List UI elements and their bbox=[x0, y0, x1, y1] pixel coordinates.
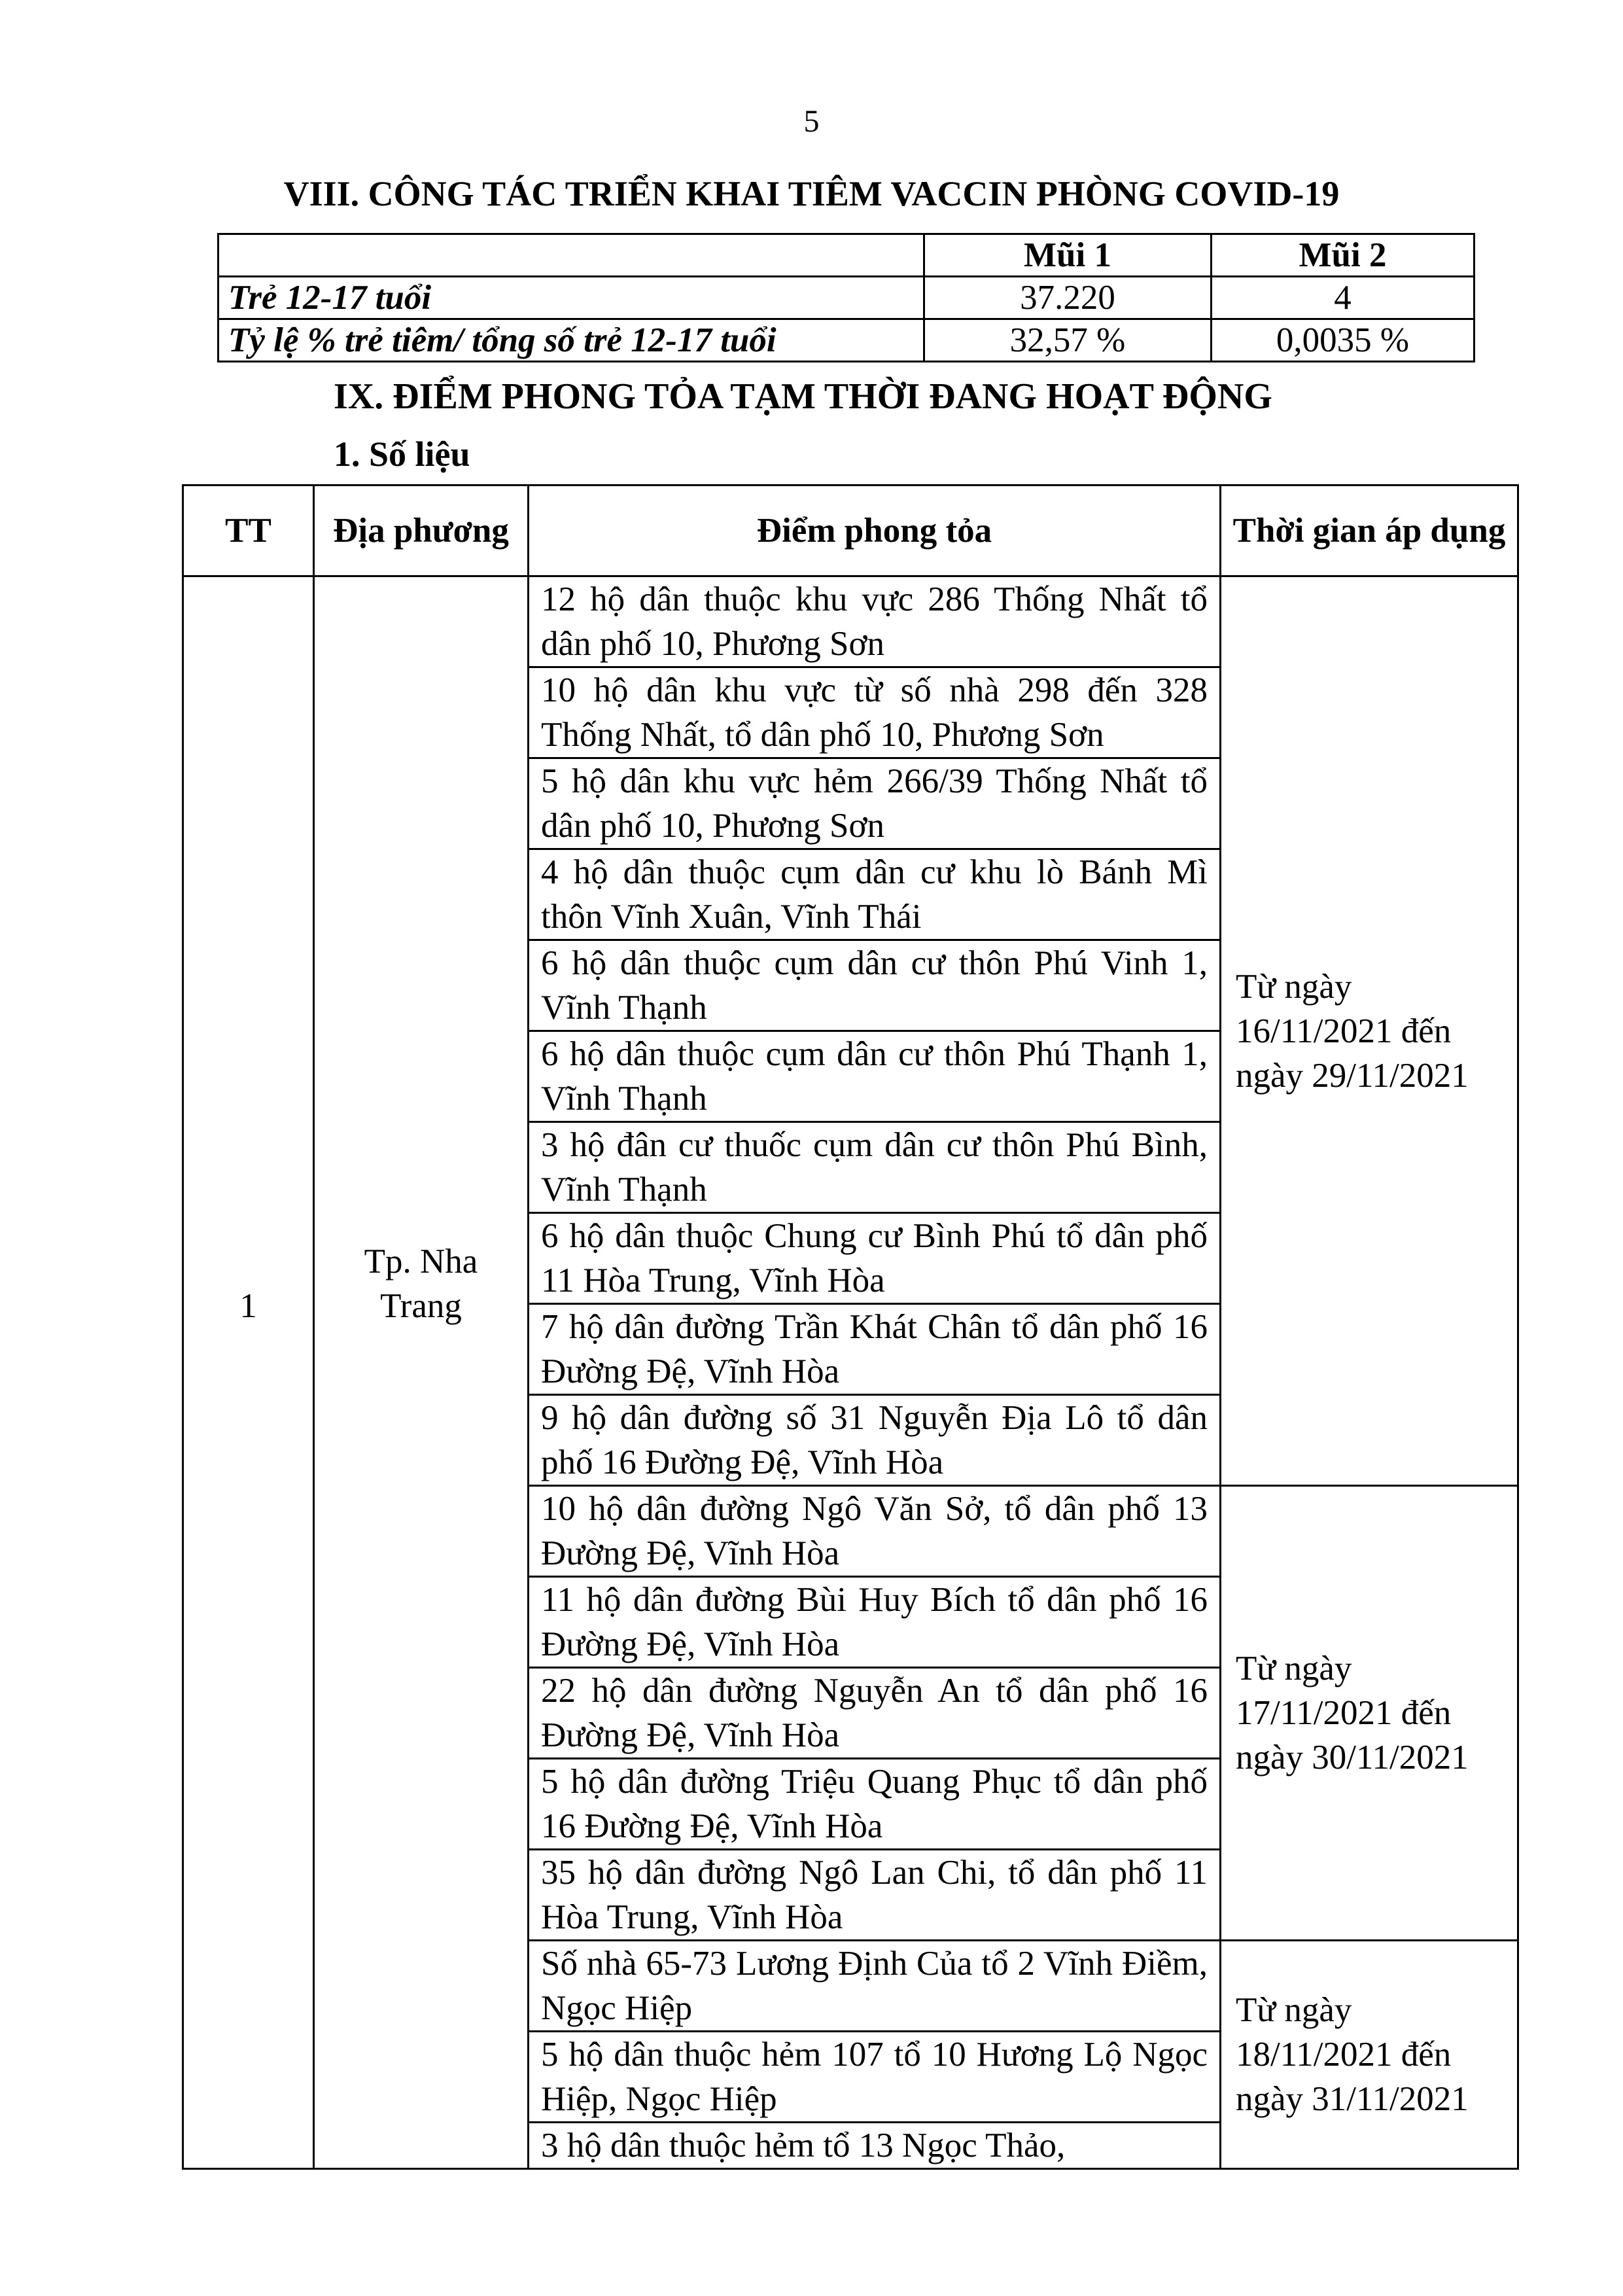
dose1-header: Mũi 1 bbox=[924, 234, 1212, 277]
time-header: Thời gian áp dụng bbox=[1221, 486, 1518, 576]
lockdown-point: 6 hộ dân thuộc Chung cư Bình Phú tổ dân phố 11 Hòa Trung, Vĩnh Hòa bbox=[529, 1213, 1221, 1304]
lockdown-point: 5 hộ dân thuộc hẻm 107 tổ 10 Hương Lộ Ngọc Hiệp, Ngọc Hiệp bbox=[529, 2032, 1221, 2123]
lockdown-point: 11 hộ dân đường Bùi Huy Bích tổ dân phố 16 Đường Đệ, Vĩnh Hòa bbox=[529, 1577, 1221, 1668]
vaccination-table bbox=[217, 233, 1475, 362]
table-header-row bbox=[218, 234, 1475, 277]
lockdown-points-table bbox=[182, 484, 1519, 2170]
empty-header-cell bbox=[218, 234, 924, 277]
locality-header: Địa phương bbox=[314, 486, 529, 576]
dose2-value: 0,0035 % bbox=[1212, 319, 1475, 362]
tt-header: TT bbox=[183, 486, 314, 576]
lockdown-point: Số nhà 65-73 Lương Định Của tổ 2 Vĩnh Điềm, Ngọc Hiệp bbox=[529, 1941, 1221, 2032]
lockdown-point: 10 hộ dân khu vực từ số nhà 298 đến 328 Thống Nhất, tổ dân phố 10, Phương Sơn bbox=[529, 667, 1221, 758]
lockdown-point: 3 hộ dân thuộc hẻm tổ 13 Ngọc Thảo, bbox=[529, 2123, 1221, 2169]
period-cell: Từ ngày 18/11/2021 đến ngày 31/11/2021 bbox=[1221, 1941, 1518, 2169]
point-header: Điểm phong tỏa bbox=[529, 486, 1221, 576]
table-row bbox=[218, 277, 1475, 319]
lockdown-point: 5 hộ dân khu vực hẻm 266/39 Thống Nhất tổ dân phố 10, Phương Sơn bbox=[529, 758, 1221, 849]
table-row bbox=[183, 576, 1518, 667]
lockdown-point: 9 hộ dân đường số 31 Nguyễn Địa Lô tổ dân phố 16 Đường Đệ, Vĩnh Hòa bbox=[529, 1395, 1221, 1486]
page-number: 5 bbox=[803, 104, 820, 139]
period-cell: Từ ngày 17/11/2021 đến ngày 30/11/2021 bbox=[1221, 1486, 1518, 1941]
dose1-value: 32,57 % bbox=[924, 319, 1212, 362]
row-label: Trẻ 12-17 tuổi bbox=[218, 277, 924, 319]
lockdown-point: 10 hộ dân đường Ngô Văn Sở, tổ dân phố 13 Đường Đệ, Vĩnh Hòa bbox=[529, 1486, 1221, 1577]
row-label: Tỷ lệ % trẻ tiêm/ tổng số trẻ 12-17 tuổi bbox=[218, 319, 924, 362]
table-row bbox=[218, 319, 1475, 362]
period-cell: Từ ngày 16/11/2021 đến ngày 29/11/2021 bbox=[1221, 576, 1518, 1486]
dose2-header: Mũi 2 bbox=[1212, 234, 1475, 277]
tt-cell: 1 bbox=[183, 576, 314, 2169]
section-viii-title: VIII. CÔNG TÁC TRIỂN KHAI TIÊM VACCIN PHÒNG COVID-19 bbox=[283, 174, 1340, 213]
section-ix-title: IX. ĐIỂM PHONG TỎA TẠM THỜI ĐANG HOẠT ĐỘNG bbox=[334, 376, 1272, 417]
dose1-value: 37.220 bbox=[924, 277, 1212, 319]
lockdown-point: 3 hộ đân cư thuốc cụm dân cư thôn Phú Bình, Vĩnh Thạnh bbox=[529, 1122, 1221, 1213]
lockdown-point: 7 hộ dân đường Trần Khát Chân tổ dân phố 16 Đường Đệ, Vĩnh Hòa bbox=[529, 1304, 1221, 1395]
lockdown-point: 6 hộ dân thuộc cụm dân cư thôn Phú Thạnh 1, Vĩnh Thạnh bbox=[529, 1031, 1221, 1122]
lockdown-point: 6 hộ dân thuộc cụm dân cư thôn Phú Vinh 1, Vĩnh Thạnh bbox=[529, 940, 1221, 1031]
lockdown-point: 22 hộ dân đường Nguyễn An tổ dân phố 16 Đường Đệ, Vĩnh Hòa bbox=[529, 1668, 1221, 1759]
section-ix-subtitle: 1. Số liệu bbox=[334, 434, 470, 474]
lockdown-point: 12 hộ dân thuộc khu vực 286 Thống Nhất tổ dân phố 10, Phương Sơn bbox=[529, 576, 1221, 667]
locality-cell: Tp. Nha Trang bbox=[314, 576, 529, 2169]
lockdown-point: 5 hộ dân đường Triệu Quang Phục tổ dân phố 16 Đường Đệ, Vĩnh Hòa bbox=[529, 1759, 1221, 1850]
table-header-row bbox=[183, 486, 1518, 576]
lockdown-point: 4 hộ dân thuộc cụm dân cư khu lò Bánh Mì thôn Vĩnh Xuân, Vĩnh Thái bbox=[529, 849, 1221, 940]
lockdown-point: 35 hộ dân đường Ngô Lan Chi, tổ dân phố 11 Hòa Trung, Vĩnh Hòa bbox=[529, 1850, 1221, 1941]
dose2-value: 4 bbox=[1212, 277, 1475, 319]
